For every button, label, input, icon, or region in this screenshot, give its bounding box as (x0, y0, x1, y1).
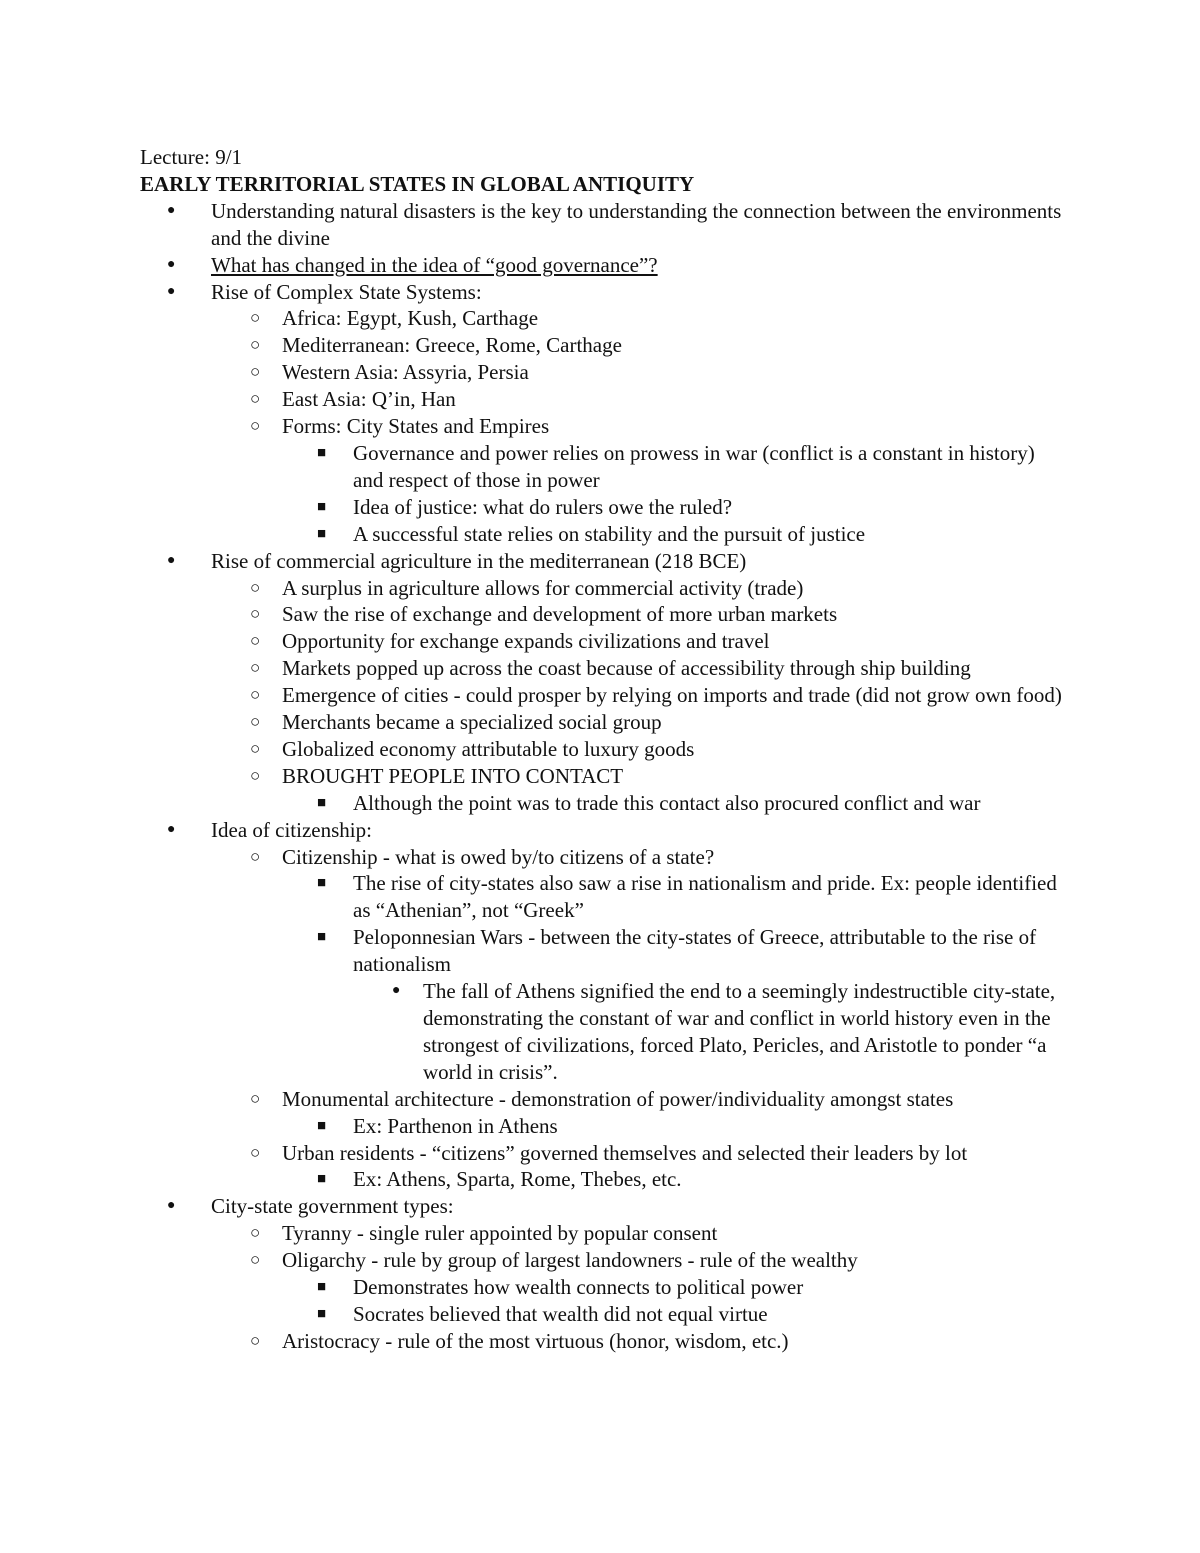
list-item-level-3 (140, 1166, 1070, 1193)
list-item-text: Urban residents - “citizens” governed themselves and selected their leaders by lot (282, 1140, 968, 1165)
bullet-marker-icon: ○ (250, 658, 261, 678)
list-item-level-2 (140, 1220, 1070, 1247)
bullet-marker-icon: ● (167, 283, 176, 299)
list-item-level-2 (140, 655, 1070, 682)
bullet-marker-icon: ■ (317, 794, 327, 811)
bullet-marker-icon: ■ (317, 929, 327, 946)
list-item-text: City-state government types: (211, 1194, 454, 1219)
bullet-marker-icon: ○ (250, 1142, 261, 1162)
bullet-marker-icon: ○ (250, 1088, 261, 1108)
bullet-marker-icon: ● (167, 1198, 176, 1214)
list-item-text: A successful state relies on stability and the pursuit of justice (353, 521, 866, 546)
bullet-marker-icon: ○ (250, 1250, 261, 1270)
bullet-marker-icon: ○ (250, 765, 261, 785)
lecture-label: Lecture: 9/1 (140, 145, 243, 169)
list-item-level-2 (140, 359, 1070, 386)
list-item-level-2 (140, 575, 1070, 602)
list-item-level-3 (140, 494, 1070, 521)
list-item-text: Mediterranean: Greece, Rome, Carthage (282, 333, 622, 358)
list-item-text: Rise of Complex State Systems: (211, 279, 482, 304)
bullet-marker-icon: ○ (250, 846, 261, 866)
list-item-level-3 (140, 1274, 1070, 1301)
bullet-marker-icon: ■ (317, 444, 327, 461)
list-item-level-2 (140, 682, 1070, 709)
list-item-text: Understanding natural disasters is the key to understanding the connection between the environments and the divine (211, 198, 1062, 250)
list-item-text: Socrates believed that wealth did not equal virtue (353, 1301, 768, 1326)
list-item-level-2 (140, 305, 1070, 332)
list-item-text: Opportunity for exchange expands civilizations and travel (282, 629, 770, 654)
bullet-marker-icon: ○ (250, 738, 261, 758)
list-item-text: BROUGHT PEOPLE INTO CONTACT (282, 763, 624, 788)
list-item-level-2 (140, 709, 1070, 736)
bullet-marker-icon: ○ (250, 416, 261, 436)
bullet-outline (140, 198, 1070, 1355)
list-item-level-3 (140, 870, 1070, 924)
list-item-text: Globalized economy attributable to luxury goods (282, 736, 695, 761)
list-item-level-2 (140, 413, 1070, 440)
bullet-marker-icon: ○ (250, 685, 261, 705)
list-item-level-2 (140, 763, 1070, 790)
list-item-text: Emergence of cities - could prosper by relying on imports and trade (did not grow own food) (282, 683, 1062, 708)
list-item-level-2 (140, 332, 1070, 359)
list-item-level-3 (140, 521, 1070, 548)
list-item-level-1 (140, 198, 1070, 252)
list-item-text: Although the point was to trade this contact also procured conflict and war (353, 790, 981, 815)
bullet-marker-icon: ■ (317, 1305, 327, 1322)
list-item-level-2 (140, 386, 1070, 413)
list-item-text: Rise of commercial agriculture in the mediterranean (218 BCE) (211, 548, 747, 573)
list-item-level-2 (140, 1140, 1070, 1167)
list-item-text: Idea of citizenship: (211, 817, 372, 842)
list-item-level-2 (140, 1328, 1070, 1355)
list-item-text: Markets popped up across the coast because of accessibility through ship building (282, 656, 971, 681)
list-item-level-2 (140, 601, 1070, 628)
bullet-marker-icon: ○ (250, 335, 261, 355)
list-item-text: Ex: Athens, Sparta, Rome, Thebes, etc. (353, 1167, 682, 1192)
list-item-text: The rise of city-states also saw a rise in nationalism and pride. Ex: people identified as “Athenian”, not “Greek” (353, 871, 1057, 923)
bullet-marker-icon: ● (167, 256, 176, 272)
list-item-level-3 (140, 790, 1070, 817)
bullet-marker-icon: ○ (250, 631, 261, 651)
list-item-text: Idea of justice: what do rulers owe the ruled? (353, 494, 733, 519)
bullet-marker-icon: ○ (250, 389, 261, 409)
bullet-marker-icon: ○ (250, 1330, 261, 1350)
list-item-text: Africa: Egypt, Kush, Carthage (282, 306, 539, 331)
bullet-marker-icon: ■ (317, 498, 327, 515)
list-item-text: Saw the rise of exchange and development of more urban markets (282, 602, 838, 627)
list-item-text: What has changed in the idea of “good governance”? (211, 252, 658, 277)
list-item-text: Aristocracy - rule of the most virtuous (honor, wisdom, etc.) (282, 1328, 789, 1353)
list-item-level-3 (140, 1113, 1070, 1140)
list-item-text: Monumental architecture - demonstration of power/individuality amongst states (282, 1086, 954, 1111)
bullet-marker-icon: ○ (250, 362, 261, 382)
list-item-level-3 (140, 1301, 1070, 1328)
list-item-text: Forms: City States and Empires (282, 414, 550, 439)
lecture-notes (140, 144, 1070, 1355)
bullet-marker-icon: ■ (317, 1171, 327, 1188)
bullet-marker-icon: ● (167, 202, 176, 218)
bullet-marker-icon: ■ (317, 1117, 327, 1134)
list-item-level-1 (140, 548, 1070, 575)
bullet-marker-icon: ○ (250, 604, 261, 624)
list-item-level-2 (140, 736, 1070, 763)
list-item-level-2 (140, 844, 1070, 871)
bullet-marker-icon: ■ (317, 1279, 327, 1296)
list-item-level-2 (140, 628, 1070, 655)
list-item-text: East Asia: Q’in, Han (282, 387, 456, 412)
list-item-text: Citizenship - what is owed by/to citizens of a state? (282, 844, 715, 869)
list-item-text: The fall of Athens signified the end to a seemingly indestructible city-state, demonstrating the constant of war and conflict in world history even in the strongest of civilizations, forced Plato, Pericles, and Aristotle to ponder “a world in crisis”. (423, 979, 1056, 1084)
bullet-marker-icon: ● (167, 552, 176, 568)
list-item-text: Peloponnesian Wars - between the city-states of Greece, attributable to the rise of nationalism (353, 925, 1037, 977)
bullet-marker-icon: ● (392, 983, 401, 999)
bullet-marker-icon: ○ (250, 1223, 261, 1243)
bullet-marker-icon: ○ (250, 712, 261, 732)
bullet-marker-icon: ○ (250, 308, 261, 328)
bullet-marker-icon: ■ (317, 875, 327, 892)
bullet-marker-icon: ○ (250, 577, 261, 597)
list-item-text: Tyranny - single ruler appointed by popular consent (282, 1221, 718, 1246)
list-item-text: Merchants became a specialized social group (282, 710, 662, 735)
list-item-text: Demonstrates how wealth connects to political power (353, 1275, 804, 1300)
list-item-level-2 (140, 1086, 1070, 1113)
list-item-text: A surplus in agriculture allows for commercial activity (trade) (282, 575, 804, 600)
list-item-level-3 (140, 440, 1070, 494)
list-item-text: Ex: Parthenon in Athens (353, 1113, 558, 1138)
list-item-level-4 (140, 978, 1070, 1086)
list-item-level-1 (140, 1193, 1070, 1220)
bullet-marker-icon: ■ (317, 525, 327, 542)
list-item-text: Governance and power relies on prowess in war (conflict is a constant in history) and respect of those in power (353, 440, 1035, 492)
list-item-text: Oligarchy - rule by group of largest landowners - rule of the wealthy (282, 1248, 858, 1273)
document-title: EARLY TERRITORIAL STATES IN GLOBAL ANTIQUITY (140, 171, 695, 196)
list-item-level-1 (140, 279, 1070, 306)
bullet-marker-icon: ● (167, 821, 176, 837)
list-item-text: Western Asia: Assyria, Persia (282, 360, 529, 385)
list-item-level-3 (140, 924, 1070, 978)
list-item-level-2 (140, 1247, 1070, 1274)
list-item-level-1 (140, 817, 1070, 844)
list-item-level-1 (140, 252, 1070, 279)
